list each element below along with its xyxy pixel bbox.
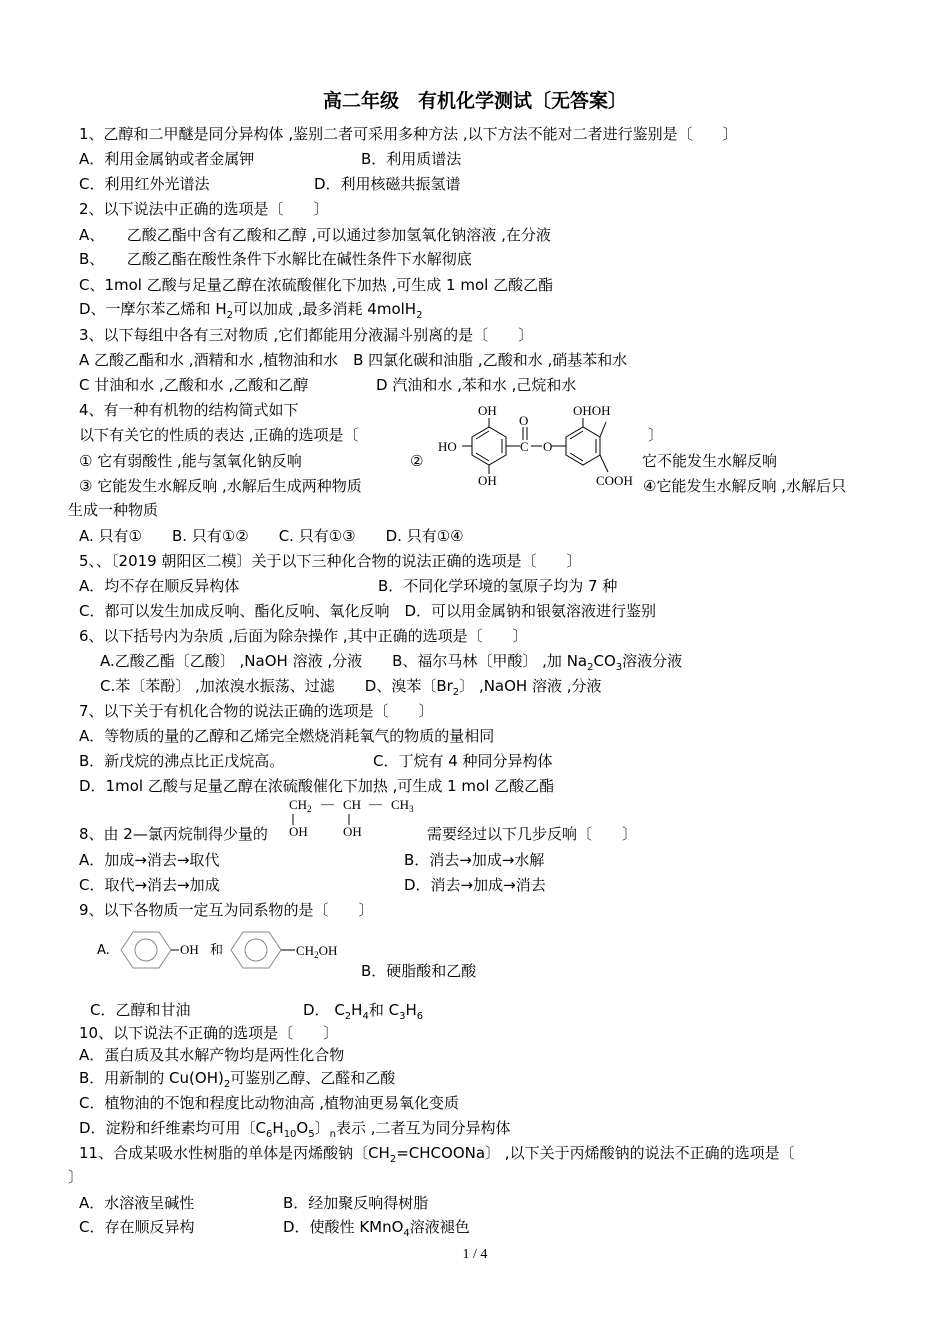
q2d-text-1: D、一摩尔苯乙烯和 H xyxy=(79,300,227,318)
q10d-text-1: D．淀粉和纤维素均可用〔C xyxy=(79,1119,267,1137)
q4-oh4-bond xyxy=(600,422,606,437)
q6cd-sub: 2 xyxy=(452,687,460,698)
q7-option-b: B．新戊烷的沸点比正戊烷高。 xyxy=(79,752,285,770)
q4-ester-o: O xyxy=(543,439,553,454)
q9-benzene-1-ring xyxy=(135,939,157,961)
q6ab-text-1: A.乙酸乙酯〔乙酸〕 ,NaOH 溶液 ,分液 B、福尔马林〔甲酸〕 ,加 Na xyxy=(100,652,588,670)
q4-option-4: ④它能发生水解反响 ,水解后只 xyxy=(643,477,846,495)
q10-option-d xyxy=(79,1119,511,1144)
q8-oh-right: OH xyxy=(343,824,362,839)
q5-option-b: B．不同化学环境的氢原子均为 7 种 xyxy=(378,577,618,595)
q6ab-sub-1: 2 xyxy=(587,662,594,673)
q6cd-text-2: 〕 ,NaOH 溶液 ,分液 xyxy=(459,677,602,695)
q4-right-ring-bond-1 xyxy=(570,431,583,439)
q2-option-a: A、 乙酸乙酯中含有乙酸和乙醇 ,可以通过参加氢氧化钠溶液 ,在分液 xyxy=(79,226,551,244)
q2-option-b: B、 乙酸乙酯在酸性条件下水解比在碱性条件下水解彻底 xyxy=(79,250,472,268)
q4-cooh-bond xyxy=(600,455,608,472)
q1-option-b: B．利用质谱法 xyxy=(361,150,462,168)
question-8-part-2: 需要经过以下几步反响〔 〕 xyxy=(427,825,638,843)
q9-option-a-label: A. xyxy=(97,943,110,958)
q6-options-ab xyxy=(100,652,682,677)
q10-option-c: C．植物油的不饱和程度比动物油高 ,植物油更易氧化变质 xyxy=(79,1094,460,1112)
q10b-text-2: 可鉴别乙醇、乙醛和乙酸 xyxy=(230,1069,396,1087)
q10-option-b xyxy=(79,1069,395,1094)
q4-prompt: 以下有关它的性质的表达 ,正确的选项是〔 xyxy=(79,426,359,444)
q4-option-1: ① 它有弱酸性 ,能与氢氧化钠反响 xyxy=(79,452,302,470)
question-11 xyxy=(79,1144,795,1169)
q4-left-ring xyxy=(472,427,506,465)
q3-option-c: C 甘油和水 ,乙酸和水 ,乙酸和乙醇 xyxy=(79,376,309,394)
q8-structure-diagram xyxy=(285,794,425,842)
q7-option-c: C．丁烷有 4 种同分异构体 xyxy=(373,752,553,770)
q9-ch2oh-label: $CH_2OH$ xyxy=(296,943,338,960)
q8-option-a: A．加成→消去→取代 xyxy=(79,851,220,869)
q4-carbonyl-o: O xyxy=(519,413,529,428)
q9d-sub-4: 6 xyxy=(416,1011,424,1022)
q8-ch-label: CH xyxy=(343,797,362,812)
q8-option-c: C．取代→消去→加成 xyxy=(79,876,220,894)
q10b-sub: 2 xyxy=(223,1079,231,1090)
q4-option-4-cont: 生成一种物质 xyxy=(68,501,159,519)
q10b-text-1: B．用新制的 Cu(OH) xyxy=(79,1069,224,1087)
q9d-sub-1: 2 xyxy=(344,1011,352,1022)
q9d-text-2: H xyxy=(351,1001,363,1019)
q10d-text-5: 表示 ,二者互为同分异构体 xyxy=(335,1119,511,1137)
q2d-sub-1: 2 xyxy=(226,310,233,321)
q9d-text-4: H xyxy=(405,1001,417,1019)
q5-options-cd: C．都可以发生加成反响、酯化反响、氧化反响 D．可以用金属钠和银氨溶液进行鉴别 xyxy=(79,602,657,620)
q4-option-2-label: ② xyxy=(410,452,424,470)
q11-option-d xyxy=(283,1218,470,1243)
q4-oh-top-left: OH xyxy=(478,403,497,418)
q9-option-b: B．硬脂酸和乙酸 xyxy=(361,962,477,980)
q2d-text-2: 可以加成 ,最多消耗 4molH xyxy=(232,300,417,318)
q8-ch2-label: $CH_2$ xyxy=(289,797,312,814)
q8-ch3-label: $CH_3$ xyxy=(391,797,414,814)
q9-benzene-2 xyxy=(231,932,281,968)
q2-option-d xyxy=(79,300,422,325)
q11-text-1: 11、合成某吸水性树脂的单体是丙烯酸钠〔CH xyxy=(79,1144,390,1162)
q10d-sub-2: 10 xyxy=(283,1129,297,1140)
question-8-part-1: 8、由 2—氯丙烷制得少量的 xyxy=(79,825,268,843)
q6ab-sub-2: 3 xyxy=(615,662,623,673)
q2d-sub-2: 2 xyxy=(416,310,423,321)
q4-structure-diagram xyxy=(410,400,650,500)
question-11-cont: 〕 xyxy=(68,1168,84,1186)
q11-option-a: A．水溶液呈碱性 xyxy=(79,1194,195,1212)
q3-option-d: D 汽油和水 ,苯和水 ,己烷和水 xyxy=(376,376,577,394)
q8-oh-left: OH xyxy=(289,824,308,839)
q7-option-d: D．1mol 乙酸与足量乙醇在浓硫酸催化下加热 ,可生成 1 mol 乙酸乙酯 xyxy=(79,777,555,795)
q10d-text-4: 〕 xyxy=(314,1119,330,1137)
q2-option-c: C、1mol 乙酸与足量乙醇在浓硫酸催化下加热 ,可生成 1 mol 乙酸乙酯 xyxy=(79,276,554,294)
q4-cooh-label: COOH xyxy=(596,473,633,488)
q4-prompt-end: 〕 xyxy=(648,426,664,444)
q4-oh-bottom-left: OH xyxy=(478,473,497,488)
q6ab-text-3: 溶液分液 xyxy=(622,652,683,670)
q3-options-ab: A 乙酸乙酯和水 ,酒精和水 ,植物油和水 B 四氯化碳和油脂 ,乙酸和水 ,硝基苯和水 xyxy=(79,351,628,369)
q10d-sub-3: 5 xyxy=(308,1129,315,1140)
q4-option-3: ③ 它能发生水解反响 ,水解后生成两种物质 xyxy=(79,477,362,495)
q4-left-ring-bond-3 xyxy=(476,453,489,461)
q10d-sub-n: n xyxy=(329,1129,336,1140)
q8-dash-1: — xyxy=(321,796,334,811)
q11-option-b: B．经加聚反响得树脂 xyxy=(283,1194,429,1212)
question-4: 4、有一种有机物的结构简式如下 xyxy=(79,401,299,419)
q10d-text-2: H xyxy=(272,1119,284,1137)
q6cd-text-1: C.苯〔苯酚〕 ,加浓溴水振荡、过滤 D、溴苯〔Br xyxy=(100,677,453,695)
q7-option-a: A．等物质的量的乙醇和乙烯完全燃烧消耗氧气的物质的量相同 xyxy=(79,727,495,745)
q9-option-c: C．乙醇和甘油 xyxy=(90,1001,191,1019)
question-1: 1、乙醇和二甲醚是同分异构体 ,鉴别二者可采用多种方法 ,以下方法不能对二者进行鉴别是〔 〕 xyxy=(79,125,738,143)
question-5: 5、、〔2019 朝阳区二模〕关于以下三种化合物的说法正确的选项是〔 〕 xyxy=(79,552,582,570)
q11-text-2: =CHCOONa〕 ,以下关于丙烯酸钠的说法不正确的选项是〔 xyxy=(396,1144,795,1162)
q9d-sub-2: 4 xyxy=(362,1011,369,1022)
q8-dash-2: — xyxy=(369,796,382,811)
q1-option-a: A．利用金属钠或者金属钾 xyxy=(79,150,255,168)
q4-carbonyl-c: C xyxy=(520,439,529,454)
page-title: 高二年级 有机化学测试〔无答案〕 xyxy=(322,90,627,112)
question-6: 6、以下括号内为杂质 ,后面为除杂操作 ,其中正确的选项是〔 〕 xyxy=(79,627,528,645)
q9-benzene-1 xyxy=(121,932,171,968)
q8-option-d: D．消去→加成→消去 xyxy=(404,876,546,894)
question-10: 10、以下说法不正确的选项是〔 〕 xyxy=(79,1024,339,1042)
q11-option-c: C．存在顺反异构 xyxy=(79,1218,195,1236)
q1-option-c: C．利用红外光谱法 xyxy=(79,175,210,193)
q11d-text-2: 溶液褪色 xyxy=(409,1218,470,1236)
q4-answers: A. 只有① B. 只有①② C. 只有①③ D. 只有①④ xyxy=(79,527,464,545)
q9-option-a-diagram xyxy=(115,926,355,974)
q8-option-b: B．消去→加成→水解 xyxy=(404,851,545,869)
q10d-text-3: O xyxy=(296,1119,309,1137)
question-9: 9、以下各物质一定互为同系物的是〔 〕 xyxy=(79,901,374,919)
q10d-sub-1: 6 xyxy=(266,1129,273,1140)
q6ab-text-2: CO xyxy=(593,652,616,670)
q5-option-a: A．均不存在顺反异构体 xyxy=(79,577,240,595)
q9-benzene-2-ring xyxy=(245,939,267,961)
question-3: 3、以下每组中各有三对物质 ,它们都能用分液漏斗别离的是〔 〕 xyxy=(79,326,534,344)
q9-option-d xyxy=(303,1001,423,1026)
q4-right-ring xyxy=(566,427,600,465)
q11d-text-1: D．使酸性 KMnO xyxy=(283,1218,404,1236)
page-number: 1 / 4 xyxy=(462,1247,488,1262)
q6-options-cd xyxy=(100,677,602,702)
q4-ho-label: HO xyxy=(438,439,457,454)
q9-oh-label: OH xyxy=(180,942,199,957)
q9d-text-1: D． C xyxy=(303,1001,345,1019)
q9-and-label: 和 xyxy=(210,943,224,958)
q4-right-ring-bond-3 xyxy=(570,453,583,461)
q11-sub: 2 xyxy=(389,1154,397,1165)
q4-option-2: 它不能发生水解反响 xyxy=(642,452,778,470)
q9d-sub-3: 3 xyxy=(399,1011,406,1022)
q10-option-a: A．蛋白质及其水解产物均是两性化合物 xyxy=(79,1046,345,1064)
q9d-text-3: 和 C xyxy=(368,1001,400,1019)
q4-oh-top-right: OHOH xyxy=(573,403,611,418)
question-2: 2、以下说法中正确的选项是〔 〕 xyxy=(79,200,329,218)
q11d-sub: 4 xyxy=(403,1228,410,1239)
q1-option-d: D．利用核磁共振氢谱 xyxy=(314,175,461,193)
q4-left-ring-bond-1 xyxy=(476,431,489,439)
question-7: 7、以下关于有机化合物的说法正确的选项是〔 〕 xyxy=(79,702,434,720)
